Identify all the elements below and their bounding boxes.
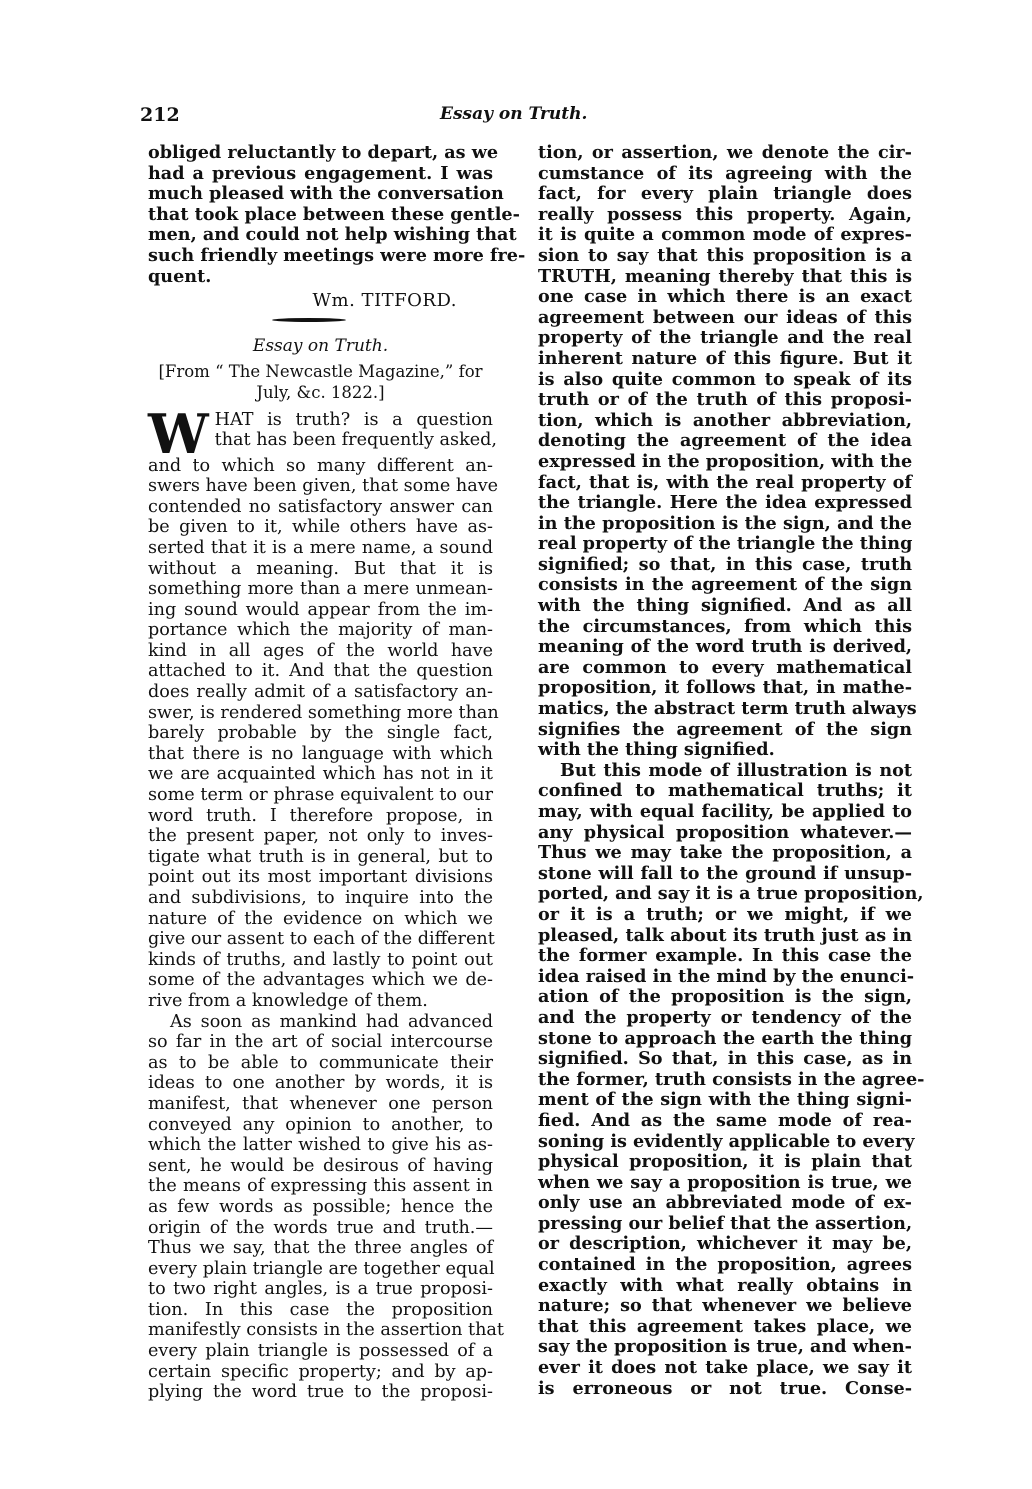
text-line: contained in the proposition, agrees — [538, 1254, 912, 1276]
text-line: the triangle. Here the idea expressed — [538, 492, 912, 514]
text-line: contended no satisfactory answer can — [148, 496, 493, 517]
text-line: it is quite a common mode of expres- — [538, 224, 912, 246]
text-line: conveyed any opinion to another, to — [148, 1114, 493, 1135]
text-line: the former, truth consists in the agree- — [538, 1068, 925, 1090]
text-line: serted that it is a mere name, a sound — [148, 537, 493, 558]
text-line: pleased, talk about its truth just as in — [538, 924, 912, 946]
text-line: exactly with what really obtains in — [538, 1274, 912, 1296]
text-line: does really admit of a satisfactory an- — [148, 682, 493, 703]
drop-cap: W — [148, 401, 209, 466]
text-line: HAT is truth? is a question — [214, 409, 493, 430]
text-line: so far in the art of social intercourse — [148, 1032, 493, 1053]
text-line: that took place between these gentle- — [148, 203, 520, 225]
text-line: ever it does not take place, we say it — [538, 1357, 912, 1379]
text-line: stone will fall to the ground if unsup- — [538, 862, 912, 884]
text-line: only use an abbreviated mode of ex- — [538, 1192, 912, 1214]
text-line: physical proposition, it is plain that — [538, 1151, 912, 1173]
text-line: ideas to one another by words, it is — [148, 1073, 493, 1094]
text-line: certain specific property; and by ap- — [148, 1361, 493, 1382]
text-line: every plain triangle are together equal — [148, 1258, 495, 1279]
text-line: truth or of the truth of this proposi- — [538, 389, 912, 411]
text-line: property of the triangle and the real — [538, 327, 912, 349]
text-line: tion, which is another abbreviation, — [538, 409, 912, 431]
text-line: which the latter wished to give his as- — [148, 1135, 493, 1156]
text-line: is erroneous or not true. Conse- — [538, 1377, 912, 1399]
text-line: one case in which there is an exact — [538, 286, 912, 308]
paragraph-2 — [148, 1011, 504, 1403]
text-line: But this mode of illustration is not — [560, 759, 912, 781]
text-line: barely probable by the single fact, — [148, 723, 493, 744]
text-line: when we say a proposition is true, we — [538, 1171, 912, 1193]
text-line: some of the advantages which we de- — [148, 970, 493, 991]
text-line: and to which so many different an- — [148, 455, 493, 476]
text-line: men, and could not help wishing that — [148, 224, 517, 246]
text-line: any physical proposition whatever.— — [538, 821, 912, 843]
text-line: ing sound would appear from the im- — [148, 599, 493, 620]
text-line: and the property or tendency of the — [538, 1006, 912, 1028]
text-line: meaning of the word truth is derived, — [538, 636, 912, 658]
text-line: or description, whichever it may be, — [538, 1233, 912, 1255]
text-line: some term or phrase equivalent to our — [148, 785, 493, 806]
text-line: stone to approach the earth the thing — [538, 1027, 912, 1049]
text-line: that has been frequently asked, — [214, 430, 498, 451]
text-line: Thus we may take the proposition, a — [538, 842, 912, 864]
source-line-1: [From “ The Newcastle Magazine,” for — [158, 362, 483, 382]
text-line: swers have been given, that some have — [148, 476, 499, 497]
source-line-2: July, &c. 1822.] — [256, 382, 385, 402]
text-line: soning is evidently applicable to every — [538, 1130, 915, 1152]
text-line: that this agreement takes place, we — [538, 1315, 912, 1337]
text-line: fact, for every plain triangle does — [538, 183, 912, 205]
page-number: 212 — [140, 104, 180, 126]
text-line: is also quite common to speak of its — [538, 368, 912, 390]
text-line: denoting the agreement of the idea — [538, 430, 912, 452]
text-line: with the thing signified. And as all — [538, 595, 912, 617]
text-line: TRUTH, meaning thereby that this is — [538, 265, 912, 287]
text-line: signifies the agreement of the sign — [538, 718, 912, 740]
text-line: had a previous engagement. I was — [148, 162, 493, 184]
text-line: cumstance of its agreeing with the — [538, 162, 912, 184]
text-line: portance which the majority of man- — [148, 620, 493, 641]
text-line: be given to it, while others have as- — [148, 517, 493, 538]
text-line: the means of expressing this assent in — [148, 1176, 493, 1197]
text-line: rive from a knowledge of them. — [148, 990, 428, 1011]
text-line: obliged reluctantly to depart, as we — [148, 142, 499, 163]
text-line: the circumstances, from which this — [538, 615, 912, 637]
text-line: ported, and say it is a true proposition, — [538, 883, 924, 905]
text-line: pressing our belief that the assertion, — [538, 1212, 913, 1234]
text-line: signified; so that, in this case, truth — [538, 553, 912, 575]
text-line: manifest, that whenever one person — [148, 1093, 493, 1114]
text-line: word truth. I therefore propose, in — [148, 805, 493, 826]
text-line: idea raised in the mind by the enunci- — [538, 965, 915, 987]
text-line: origin of the words true and truth.— — [148, 1217, 493, 1238]
text-line: expressed in the proposition, with the — [538, 450, 913, 472]
text-line: As soon as mankind had advanced — [170, 1011, 493, 1032]
left-column — [148, 142, 526, 1403]
opening-paragraph — [148, 401, 499, 1012]
text-line: kinds of truths, and lastly to point out — [148, 949, 493, 970]
text-line: say the proposition is true, and when- — [538, 1336, 912, 1358]
text-line: much pleased with the conversation — [148, 183, 504, 205]
text-line: manifestly consists in the assertion that — [148, 1320, 504, 1341]
text-line: the present paper, not only to inves- — [148, 826, 493, 847]
author-signature: Wm. TITFORD. — [312, 290, 457, 312]
text-line: consists in the agreement of the sign — [538, 574, 912, 596]
text-line: sent, he would be desirous of having — [148, 1155, 493, 1176]
text-line: matics, the abstract term truth always — [538, 698, 917, 720]
text-line: really possess this property. Again, — [538, 203, 912, 225]
text-line: give our assent to each of the different — [148, 929, 495, 950]
text-line: nature; so that whenever we believe — [538, 1295, 912, 1317]
text-line: or it is a truth; or we might, if we — [538, 903, 912, 925]
text-line: fact, that is, with the real property of — [538, 471, 912, 493]
text-line: quent. — [148, 265, 212, 287]
text-line: confined to mathematical truths; it — [538, 780, 912, 802]
text-line: without a meaning. But that it is — [148, 558, 493, 579]
paragraph-3 — [538, 759, 925, 1399]
text-line: fied. And as the same mode of rea- — [538, 1109, 912, 1131]
text-line: with the thing signified. — [538, 739, 775, 761]
text-line: we are acquainted which has not in it — [148, 764, 493, 785]
text-line: to two right angles, is a true proposi- — [148, 1279, 493, 1300]
running-head — [140, 100, 920, 130]
text-line: inherent nature of this figure. But it — [538, 347, 912, 369]
text-line: signified. So that, in this case, as in — [538, 1048, 912, 1070]
text-line: agreement between our ideas of this — [538, 306, 912, 328]
section-divider-rule — [272, 318, 346, 322]
text-line: nature of the evidence on which we — [148, 908, 493, 929]
text-line: sion to say that this proposition is a — [538, 244, 912, 266]
text-line: tion. In this case the proposition — [148, 1299, 493, 1320]
text-line: real property of the triangle the thing — [538, 533, 913, 555]
text-line: may, with equal facility, be applied to — [538, 801, 912, 822]
text-line: every plain triangle is possessed of a — [148, 1341, 493, 1362]
text-line: as to be able to communicate their — [148, 1052, 493, 1073]
text-line: are common to every mathematical — [538, 656, 912, 678]
text-line: the former example. In this case the — [538, 945, 912, 967]
text-line: and subdivisions, to inquire into the — [148, 888, 493, 908]
right-column — [538, 142, 925, 1399]
text-line: proposition, it follows that, in mathe- — [538, 677, 912, 699]
text-line: such friendly meetings were more fre- — [148, 244, 526, 266]
text-line: kind in all ages of the world have — [148, 640, 493, 661]
text-line: plying the word true to the proposi- — [148, 1382, 493, 1403]
essay-title: Essay on Truth. — [252, 335, 389, 356]
text-line: tigate what truth is in general, but to — [148, 846, 493, 867]
paragraph-continuation — [538, 142, 917, 761]
text-line: Thus we say, that the three angles of — [148, 1238, 493, 1259]
text-line: tion, or assertion, we denote the cir- — [538, 142, 912, 163]
text-line: that there is no language with which — [148, 743, 493, 764]
text-line: in the proposition is the sign, and the — [538, 512, 912, 534]
text-line: attached to it. And that the question — [148, 661, 493, 682]
running-title: Essay on Truth. — [440, 104, 588, 124]
text-line: ment of the sign with the thing signi- — [538, 1089, 912, 1111]
paragraph-1 — [148, 455, 499, 1012]
source-citation — [148, 362, 493, 403]
text-line: ation of the proposition is the sign, — [538, 986, 912, 1008]
prior-article-ending — [148, 142, 526, 287]
text-line: as few words as possible; hence the — [148, 1196, 493, 1217]
text-line: point out its most important divisions — [148, 867, 493, 888]
text-line: swer, is rendered something more than — [148, 702, 499, 723]
text-line: something more than a mere unmean- — [148, 579, 493, 600]
